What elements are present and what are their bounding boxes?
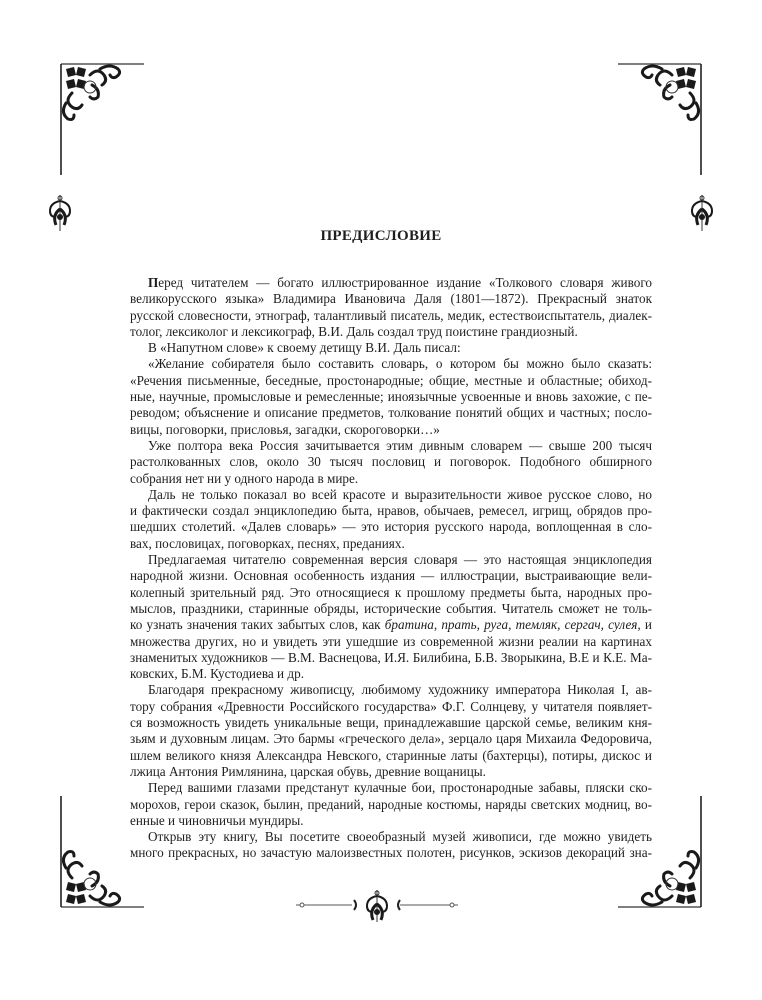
text-line bbox=[130, 438, 652, 454]
preface-text bbox=[130, 275, 652, 862]
text-line bbox=[130, 422, 652, 438]
corner-ornament-top-left bbox=[60, 63, 150, 178]
text-segment: колепный зрительный ряд. Это относящиеся к прошлому предметы быта, народных про- bbox=[130, 584, 652, 600]
text-line bbox=[130, 617, 652, 633]
text-segment: много прекрасных, но зачастую малоизвестных полотен, рисунков, эскизов декораций зна- bbox=[130, 845, 652, 861]
text-line bbox=[130, 585, 652, 601]
text-segment: П bbox=[148, 275, 159, 290]
text-line bbox=[130, 829, 652, 845]
text-segment: еред читателем — богато иллюстрированное издание «Толкового словаря живого bbox=[158, 275, 652, 290]
text-line bbox=[130, 356, 652, 372]
page-title: ПРЕДИСЛОВИЕ bbox=[320, 228, 442, 244]
text-segment: мыслов, праздники, старинные обряды, исторические события. Читатель сможет не толь- bbox=[130, 600, 652, 616]
text-line bbox=[130, 715, 652, 731]
text-segment: лжица Антония Римлянина, царская обувь, древние вощаницы. bbox=[130, 763, 486, 779]
text-line bbox=[130, 634, 652, 650]
text-segment: и bbox=[640, 617, 652, 633]
text-segment: В «Напутном слове» к своему детищу В.И. Даль писал: bbox=[148, 340, 461, 356]
text-line bbox=[130, 536, 652, 552]
text-segment: «Желание собирателя было составить словарь, о котором бы можно было сказать: bbox=[148, 356, 652, 372]
text-segment: Благодаря прекрасному живописцу, любимому художнику императора Николая I, ав- bbox=[148, 682, 652, 698]
text-line bbox=[130, 340, 652, 356]
corner-ornament-top-right bbox=[612, 63, 702, 178]
text-line bbox=[130, 503, 652, 519]
text-segment: ковских, Б.М. Кустодиева и др. bbox=[130, 666, 305, 682]
text-segment: ные, научные, промысловые и ремесленные; иноязычные усвоенные и вновь захожие, с пе- bbox=[130, 389, 652, 405]
text-line bbox=[130, 813, 652, 829]
text-line bbox=[130, 845, 652, 861]
text-segment: русской словесности, этнограф, талантливый писатель, медик, естествоиспытатель, диалек- bbox=[130, 307, 652, 323]
text-line bbox=[130, 797, 652, 813]
text-segment: тору собрания «Древности Российского государства» Ф.Г. Солнцеву, у читателя появляет- bbox=[130, 698, 652, 714]
text-line bbox=[130, 519, 652, 535]
text-segment: Даль не только показал во всей красоте и выразительности живое русское слово, но bbox=[148, 486, 652, 502]
text-segment: Перед вашими глазами предстанут кулачные бои, простонародные забавы, пляски ско- bbox=[148, 780, 652, 796]
text-line bbox=[130, 275, 652, 291]
text-segment: братина, прать, руга, темляк, сергач, сулея, bbox=[384, 617, 641, 633]
text-line bbox=[130, 780, 652, 796]
text-segment: и фактически создал энциклопедию быта, нравов, обычаев, ремесел, игрищ, обрядов про- bbox=[130, 503, 652, 519]
text-line bbox=[130, 552, 652, 568]
text-line bbox=[130, 764, 652, 780]
text-line bbox=[130, 568, 652, 584]
text-segment: енные и чиновничьи мундиры. bbox=[130, 812, 304, 828]
text-line bbox=[130, 682, 652, 698]
text-segment: вицы, поговорки, присловья, загадки, скороговорки…» bbox=[130, 421, 440, 437]
text-line bbox=[130, 650, 652, 666]
text-segment: ся возможность увидеть уникальные вещи, принадлежавшие царской семье, великим кня- bbox=[130, 715, 652, 731]
text-line bbox=[130, 373, 652, 389]
text-segment: реводом; объяснение и описание предметов, толкование понятий общих и частных; посло- bbox=[130, 405, 652, 421]
bottom-divider-ornament bbox=[292, 890, 472, 922]
text-line bbox=[130, 601, 652, 617]
text-line bbox=[130, 471, 652, 487]
text-line bbox=[130, 324, 652, 340]
text-segment: растолкованных слов, около 30 тысяч пословиц и поговорок. Подобного обширного bbox=[130, 454, 652, 470]
text-segment: множества других, но и увидеть эти ушедшие из современной жизни реалии на картинах bbox=[130, 633, 652, 649]
text-segment: ко узнать значения таких забытых слов, как bbox=[130, 617, 385, 633]
text-line bbox=[130, 666, 652, 682]
text-line bbox=[130, 487, 652, 503]
text-segment: Предлагаемая читателю современная версия словаря — это настоящая энциклопедия bbox=[148, 552, 652, 568]
text-segment: шедших столетий. «Далев словарь» — это история русского народа, воплощенная в сло- bbox=[130, 519, 652, 535]
text-segment: морохов, герои сказок, былин, преданий, народные костюмы, наряды светских модниц, во- bbox=[130, 796, 652, 812]
text-line bbox=[130, 748, 652, 764]
text-segment: «Речения письменные, беседные, простонародные; общие, местные и областные; обиход- bbox=[130, 372, 652, 388]
text-segment: знаменитых художников — В.М. Васнецова, И.Я. Билибина, Б.В. Зворыкина, В.Е и К.Е. Ма- bbox=[130, 649, 652, 665]
text-segment: зьям и духовным лицам. Это бармы «греческого дела», зерцало царя Михаила Федоровича, bbox=[130, 731, 652, 747]
text-segment: народной жизни. Основная особенность издания — иллюстрации, выстраивающие вели- bbox=[130, 568, 652, 584]
text-line bbox=[130, 308, 652, 324]
text-line bbox=[130, 389, 652, 405]
text-segment: вах, пословицах, поговорках, песнях, преданиях. bbox=[130, 535, 405, 551]
text-line bbox=[130, 454, 652, 470]
text-segment: собрания нет ни у одного народа в мире. bbox=[130, 470, 359, 486]
text-segment: Открыв эту книгу, Вы посетите своеобразный музей живописи, где можно увидеть bbox=[148, 829, 652, 845]
text-line bbox=[130, 405, 652, 421]
text-segment: великорусского языка» Владимира Ивановича Даля (1801—1872). Прекрасный знаток bbox=[130, 291, 652, 307]
text-line bbox=[130, 291, 652, 307]
text-line bbox=[130, 731, 652, 747]
text-segment: толог, лексиколог и лексикограф, В.И. Даль создал труд поистине грандиозный. bbox=[130, 323, 578, 339]
text-line bbox=[130, 699, 652, 715]
text-segment: Уже полтора века Россия зачитывается этим дивным словарем — свыше 200 тысяч bbox=[148, 437, 652, 453]
text-segment: шлем великого князя Александра Невского, старинные латы (бахтерцы), потиры, дискос и bbox=[130, 747, 652, 763]
